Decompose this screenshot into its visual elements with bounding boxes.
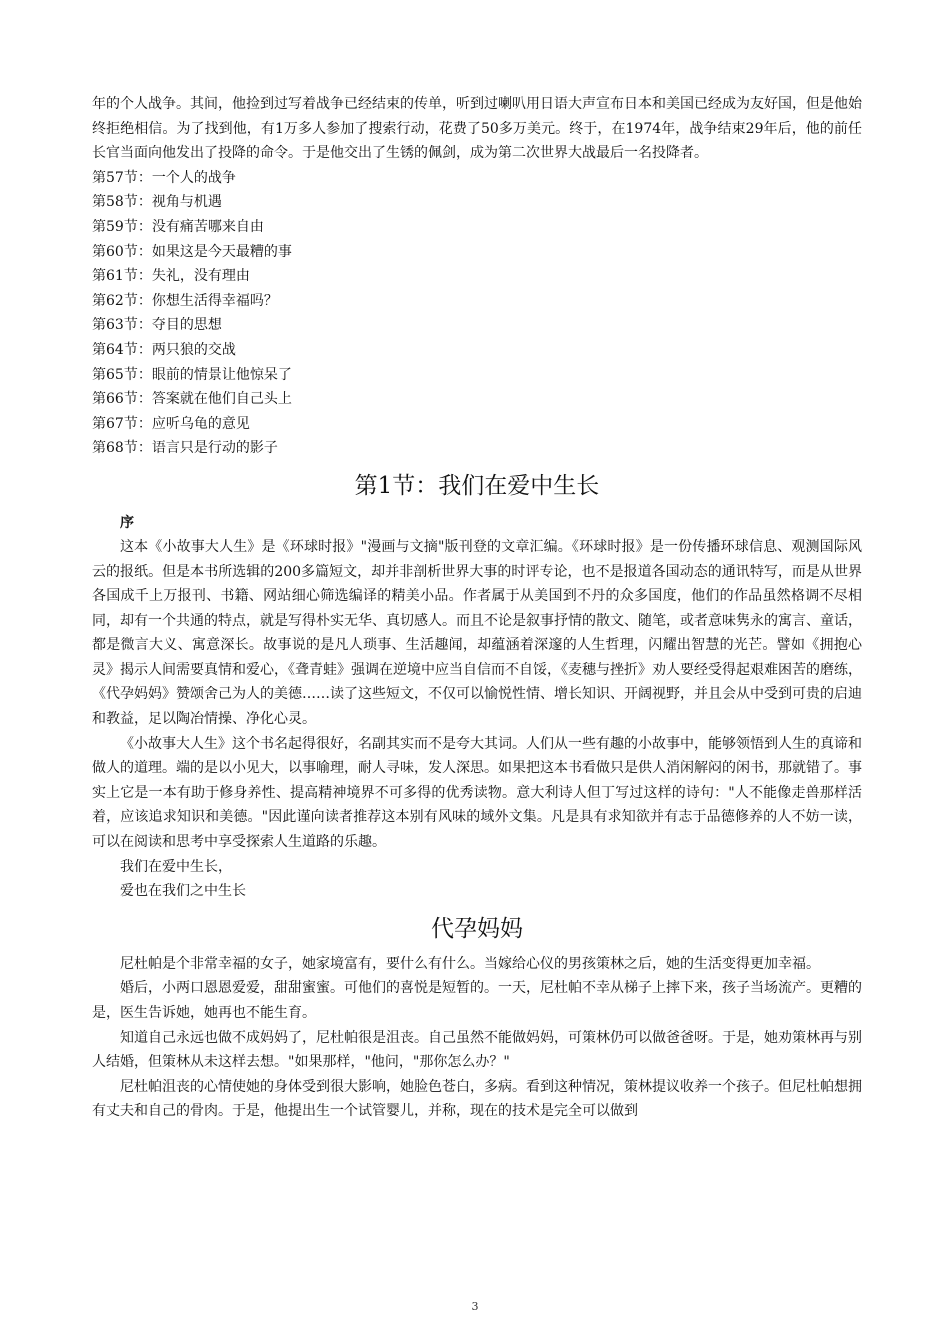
story-paragraph: 尼杜帕是个非常幸福的女子，她家境富有，要什么有什么。当嫁给心仪的男孩策林之后，她的生活变得更加幸福。 xyxy=(120,955,820,972)
section-list-item: 第61节：失礼，没有理由 xyxy=(92,268,250,285)
section-list-item: 第66节：答案就在他们自己头上 xyxy=(92,391,292,408)
section-list-item: 第63节：夺目的思想 xyxy=(92,317,222,334)
section-list-item: 第67节：应听乌龟的意见 xyxy=(92,415,250,432)
story-paragraph: 婚后，小两口恩恩爱爱，甜甜蜜蜜。可他们的喜悦是短暂的。一天，尼杜帕不幸从梯子上摔下来，孩子当场流产。更糟的是，医生告诉她，她再也不能生育。 xyxy=(92,980,862,1021)
intro-paragraph: 年的个人战争。其间，他捡到过写着战争已经结束的传单，听到过喇叭用日语大声宣布日本和美国已经成为友好国，但是他始终拒绝相信。为了找到他，有1万多人参加了搜索行动，花费了50多万美元。终于，在1974年，战争结束29年后，他的前任长官当面向他发出了投降的命令。于是他交出了生锈的佩剑，成为第二次世界大战最后一名投降者。 xyxy=(92,96,862,162)
story-paragraph: 尼杜帕沮丧的心情使她的身体受到很大影响，她脸色苍白，多病。看到这种情况，策林提议收养一个孩子。但尼杜帕想拥有丈夫和自己的骨肉。于是，他提出生一个试管婴儿，并称，现在的技术是完全可以做到 xyxy=(92,1078,862,1120)
section-list xyxy=(92,166,862,461)
section-list-item: 第65节：眼前的情景让他惊呆了 xyxy=(92,366,292,383)
section-list-item: 第62节：你想生活得幸福吗？ xyxy=(92,292,278,309)
verse-line: 爱也在我们之中生长 xyxy=(120,883,246,900)
section-list-item: 第59节：没有痛苦哪来自由 xyxy=(92,218,264,235)
verse-line: 我们在爱中生长， xyxy=(120,858,232,875)
preface-label: 序 xyxy=(120,514,134,531)
chapter-title: 第1节：我们在爱中生长 xyxy=(354,472,600,499)
story-title: 代孕妈妈 xyxy=(431,915,523,942)
section-list-item: 第57节：一个人的战争 xyxy=(92,169,236,186)
page-content xyxy=(92,92,862,1124)
section-list-item: 第60节：如果这是今天最糟的事 xyxy=(92,243,292,260)
story-paragraph: 知道自己永远也做不成妈妈了，尼杜帕很是沮丧。自己虽然不能做妈妈，可策林仍可以做爸爸呀。于是，她劝策林再与别人结婚，但策林从未这样去想。"如果那样，"他问，"那你怎么办？" xyxy=(92,1029,862,1071)
section-list-item: 第68节：语言只是行动的影子 xyxy=(92,440,278,457)
preface-paragraph: 《小故事大人生》这个书名起得很好，名副其实而不是夸大其词。人们从一些有趣的小故事中，能够领悟到人生的真谛和做人的道理。端的是以小见大，以事喻理，耐人寻味，发人深思。如果把这本书看做只是供人消闲解闷的闲书，那就错了。事实上它是一本有助于修身养性、提高精神境界不可多得的优秀读物。意大利诗人但丁写过这样的诗句："人不能像走兽那样活着，应该追求知识和美德。"因此谨向读者推荐这本别有风味的域外文集。凡是具有求知欲并有志于品德修养的人不妨一读，可以在阅读和思考中享受探索人生道路的乐趣。 xyxy=(92,735,862,851)
section-list-item: 第58节：视角与机遇 xyxy=(92,194,222,211)
preface-paragraph: 这本《小故事大人生》是《环球时报》"漫画与文摘"版刊登的文章汇编。《环球时报》是一份传播环球信息、观测国际风云的报纸。但是本书所选辑的200多篇短文，却并非剖析世界大事的时评专论，也不是报道各国动态的通讯特写，而是从世界各国成千上万报刊、书籍、网站细心筛选编译的精美小品。作者属于从美国到不丹的众多国度，他们的作品虽然格调不尽相同，却有一个共通的特点，就是写得朴实无华、真切感人。而且不论是叙事抒情的散文、随笔，或者意味隽永的寓言、童话，都是微言大义、寓意深长。故事说的是凡人琐事、生活趣闻，却蕴涵着深邃的人生哲理，闪耀出智慧的光芒。譬如《拥抱心灵》揭示人间需要真情和爱心，《聋青蛙》强调在逆境中应当自信而不自馁，《麦穗与挫折》劝人要经受得起艰难困苦的磨练，《代孕妈妈》赞颂舍己为人的美德……读了这些短文，不仅可以愉悦性情、增长知识、开阔视野，并且会从中受到可贵的启迪和教益，足以陶冶情操、净化心灵。 xyxy=(92,538,862,728)
page-number: 3 xyxy=(471,1300,479,1313)
section-list-item: 第64节：两只狼的交战 xyxy=(92,341,236,358)
